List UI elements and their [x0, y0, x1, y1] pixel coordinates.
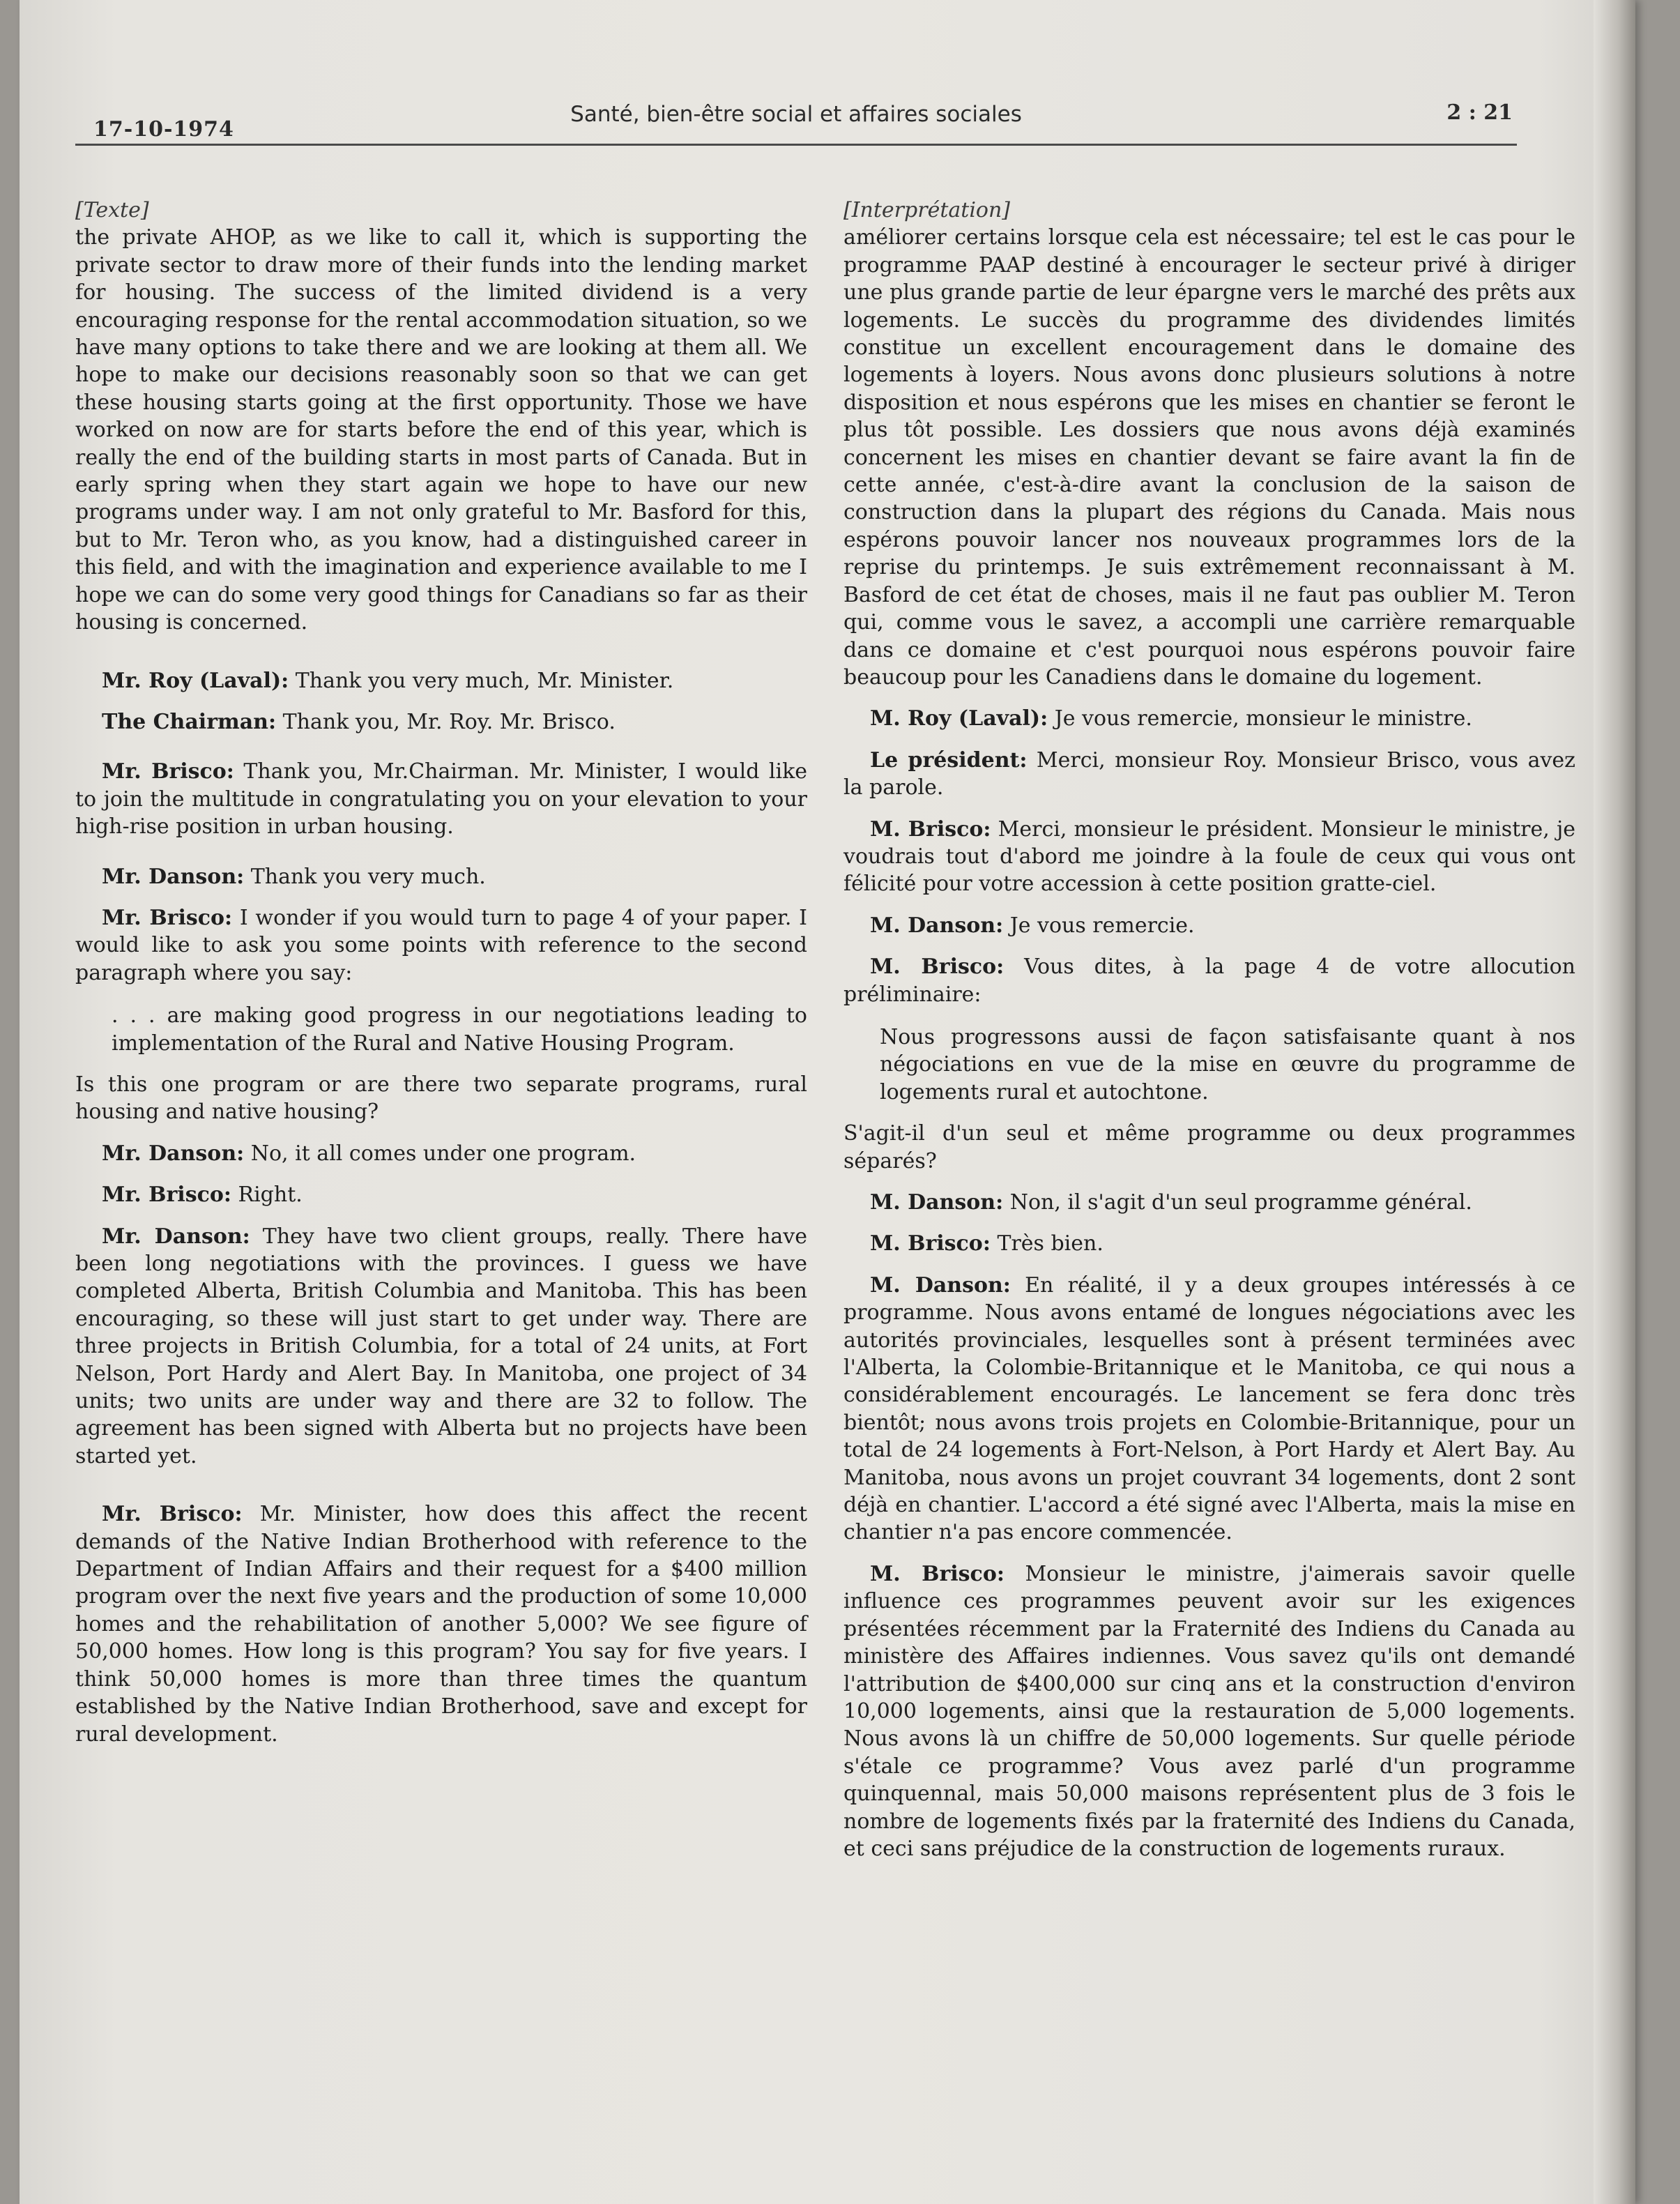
running-header [75, 98, 1517, 146]
speech-text: En réalité, il y a deux groupes intéressés à ce programme. Nous avons entamé de longues négociations avec les autorités provinciales, lesquelles sont à présent terminées avec l'Alberta, la Colombie-Britannique et le Manitoba, ce qui nous a considérablement encouragés. Le lancement se fera donc très bientôt; nous avons trois projets en Colombie-Britannique, pour un total de 24 logements à Fort-Nelson, à Port Hardy et Alert Bay. Au Manitoba, nous avons un projet couvrant 34 logements, dont 2 sont déjà en chantier. L'accord a été signé avec l'Alberta, mais la mise en chantier n'a pas encore commencée. [843, 1272, 1575, 1545]
paragraph: améliorer certains lorsque cela est nécessaire; tel est le cas pour le programme PAAP destiné à encourager le secteur privé à diriger une plus grande partie de leur épargne vers le marché des prêts aux logements. Le succès du programme des dividendes limités constitue un excellent encouragement dans le domaine des logements à loyers. Nous avons donc plusieurs solutions à notre disposition et nous espérons que les mises en chantier se feront le plus tôt possible. Les dossiers que nous avons déjà examinés concernent les mises en chantier devant se faire avant la fin de cette année, c'est-à-dire avant la conclusion de la saison de construction dans la plupart des régions du Canada. Mais nous espérons pouvoir lancer nos nouveaux programmes lors de la reprise du printemps. Je suis extrêmement reconnaissant à M. Basford de cet état de choses, mais il ne faut pas oublier M. Teron qui, comme vous le savez, a accompli une carrière remarquable dans ce domaine et c'est pourquoi nous espérons pouvoir faire beaucoup pour les Canadiens dans le domaine du logement. [843, 225, 1575, 690]
column-tag: [Texte] [75, 198, 149, 222]
speaker: M. Danson: [870, 913, 1004, 938]
speech [843, 912, 1575, 939]
speaker: Mr. Roy (Laval): [102, 668, 289, 693]
column-tag: [Interprétation] [843, 198, 1011, 222]
speech [843, 747, 1575, 802]
speaker: Mr. Brisco: [102, 759, 234, 784]
speaker: Le président: [870, 747, 1028, 773]
speech-text: Thank you very much. [244, 864, 486, 889]
speaker: M. Danson: [870, 1272, 1011, 1298]
block-quote: Nous progressons aussi de façon satisfaisante quant à nos négociations en vue de la mise en œuvre du programme de logements rural et autochtone. [880, 1024, 1575, 1104]
speaker: Mr. Danson: [102, 1224, 250, 1249]
speech-text: No, it all comes under one program. [244, 1141, 636, 1166]
speech [843, 953, 1575, 1008]
speech [843, 1560, 1575, 1862]
speech [75, 904, 807, 987]
french-column [843, 197, 1575, 1862]
speech-text: Thank you, Mr. Roy. Mr. Brisco. [276, 709, 616, 734]
speaker: Mr. Danson: [102, 1141, 245, 1166]
speech-text: Mr. Minister, how does this affect the recent demands of the Native Indian Brotherhood with reference to the Department of Indian Affairs and their request for a $400 million program over the next five years and the production of some 10,000 homes and the rehabilitation of another 5,000? We see figure of 50,000 homes. How long is this program? You say for five years. I think 50,000 homes is more than three times the quantum established by the Native Indian Brotherhood, save and except for rural development. [75, 1502, 807, 1747]
speaker: Mr. Danson: [102, 864, 245, 889]
speech [75, 1223, 807, 1470]
paragraph: Is this one program or are there two separate programs, rural housing and native housing? [75, 1072, 807, 1125]
speaker: Mr. Brisco: [102, 1502, 243, 1527]
speech [75, 1140, 807, 1167]
speaker: M. Roy (Laval): [870, 706, 1048, 731]
speech [75, 1181, 807, 1208]
speech [843, 816, 1575, 898]
speech [75, 758, 807, 840]
speaker: M. Brisco: [870, 1561, 1005, 1586]
block-quote: . . . are making good progress in our negotiations leading to implementation of the Rural and Native Housing Program. [112, 1003, 807, 1056]
speaker: M. Danson: [870, 1190, 1004, 1215]
speech-text: Merci, monsieur Roy. Monsieur Brisco, vous avez la parole. [843, 747, 1575, 800]
header-date: 17-10-1974 [93, 117, 234, 142]
speech-text: Vous dites, à la page 4 de votre allocution préliminaire: [843, 955, 1575, 1007]
speaker: The Chairman: [102, 709, 277, 734]
page [20, 0, 1635, 2204]
speech-text: Right. [231, 1183, 303, 1208]
speech [75, 708, 807, 736]
english-column [75, 197, 807, 1748]
speech-text: Non, il s'agit d'un seul programme général. [1003, 1190, 1472, 1215]
speech [843, 705, 1575, 732]
speaker: M. Brisco: [870, 955, 1005, 980]
speech [843, 1189, 1575, 1216]
speech-text: Thank you very much, Mr. Minister. [289, 668, 674, 693]
paragraph: the private AHOP, as we like to call it, which is supporting the private sector to draw more of their funds into the lending market for housing. The success of the limited dividend is a very encouraging response for the rental accommodation situation, so we have many options to take there and we are looking at them all. We hope to make our decisions reasonably soon so that we can get these housing starts going at the first opportunity. Those we have worked on now are for starts before the end of this year, which is really the end of the building starts in most parts of Canada. But in early spring when they start again we hope to have our new programs under way. I am not only grateful to Mr. Basford for this, but to Mr. Teron who, as you know, had a distinguished career in this field, and with the imagination and experience available to me I hope we can do some very good things for Canadians so far as their housing is concerned. [75, 225, 807, 635]
speech-text: Merci, monsieur le président. Monsieur le ministre, je voudrais tout d'abord me joindre à la foule de ceux qui vous ont félicité pour votre accession à cette position gratte-ciel. [843, 816, 1575, 897]
header-title: Santé, bien-être social et affaires sociales [570, 102, 1022, 127]
speech-text: I wonder if you would turn to page 4 of your paper. I would like to ask you some points with reference to the second paragraph where you say: [75, 905, 807, 985]
speech [843, 1230, 1575, 1257]
page-edge [1594, 0, 1635, 2204]
speech [75, 1500, 807, 1748]
speech [75, 863, 807, 890]
speech-text: They have two client groups, really. There have been long negotiations with the provinces. I guess we have completed Alberta, British Columbia and Manitoba. This has been encouraging, so these will just start to get under way. There are three projects in British Columbia, for a total of 24 units, at Fort Nelson, Port Hardy and Alert Bay. In Manitoba, one project of 34 units; two units are under way and there are 32 to follow. The agreement has been signed with Alberta but no projects have been started yet. [75, 1224, 807, 1468]
speech-text: Très bien. [990, 1231, 1104, 1256]
speaker: M. Brisco: [870, 816, 991, 842]
speech [75, 667, 807, 694]
speech-text: Monsieur le ministre, j'aimerais savoir quelle influence ces programmes peuvent avoir sur les exigences présentées récemment par la Fraternité des Indiens du Canada au ministère des Affaires indiennes. Vous savez qu'ils ont demandé l'attribution de $400,000 sur cinq ans et la construction d'environ 10,000 logements, ainsi que la restauration de 5,000 logements. Nous avons là un chiffre de 50,000 logements. Sur quelle période s'étale ce programme? Vous avez parlé d'un programme quinquennal, mais 50,000 maisons représentent plus de 3 fois le nombre de logements fixés par la fraternité des Indiens du Canada, et ceci sans préjudice de la construction de logements ruraux. [843, 1561, 1575, 1861]
speech-text: Je vous remercie, monsieur le ministre. [1048, 706, 1472, 731]
speech-text: Thank you, Mr.Chairman. Mr. Minister, I would like to join the multitude in congratulating you on your elevation to your high-rise position in urban housing. [75, 759, 807, 839]
speaker: Mr. Brisco: [102, 1183, 231, 1208]
speaker: M. Brisco: [870, 1231, 991, 1256]
page-number: 2 : 21 [1446, 100, 1513, 125]
speech-text: Je vous remercie. [1003, 913, 1195, 938]
paragraph: S'agit-il d'un seul et même programme ou deux programmes séparés? [843, 1121, 1575, 1173]
speech [843, 1272, 1575, 1546]
speaker: Mr. Brisco: [102, 905, 233, 930]
